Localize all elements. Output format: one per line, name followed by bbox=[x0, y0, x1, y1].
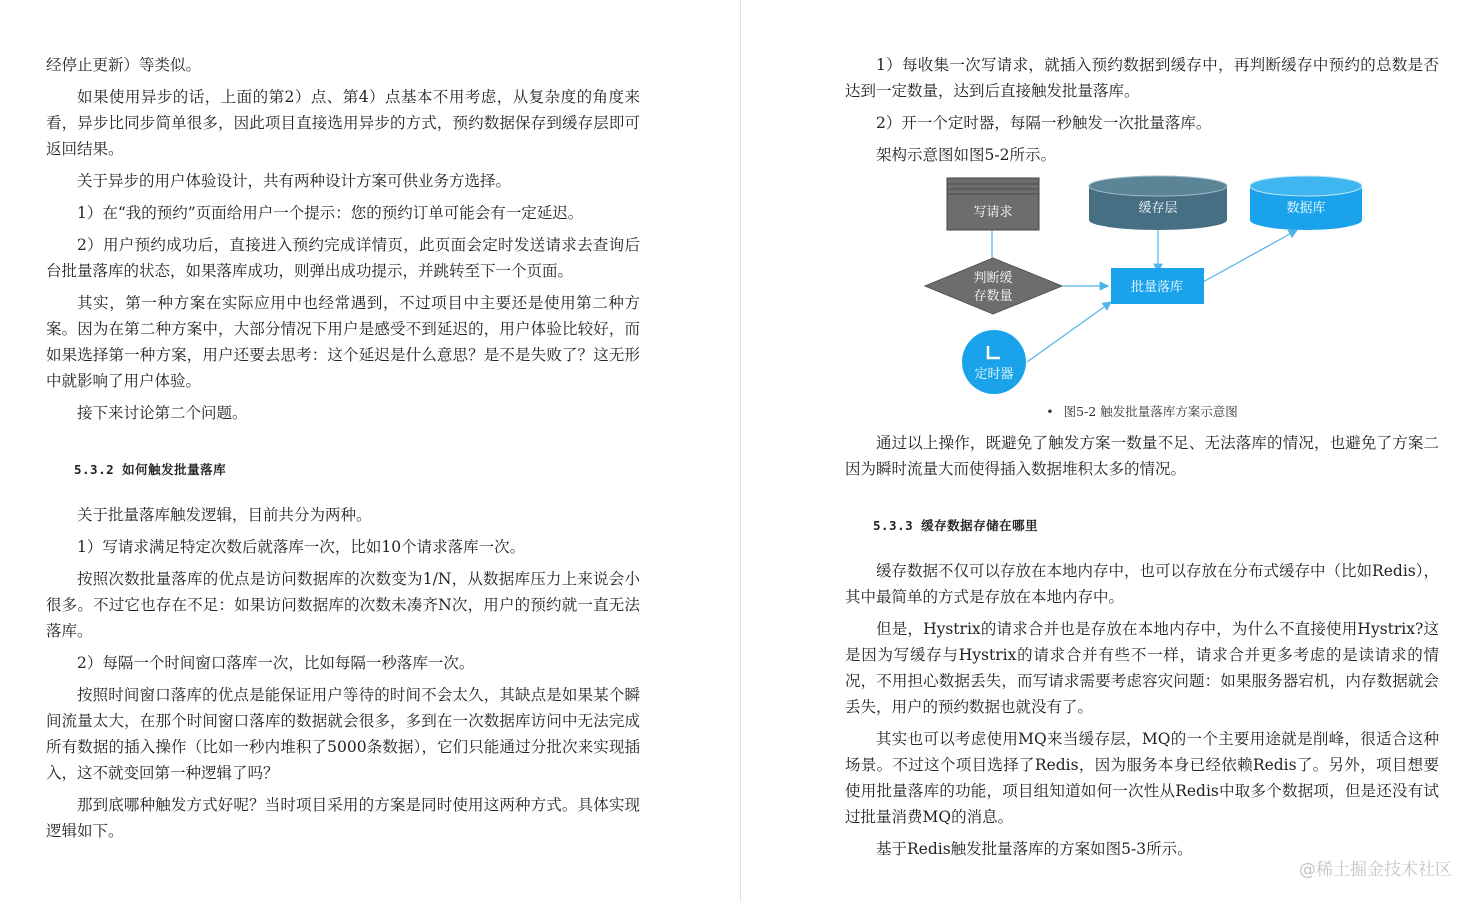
paragraph: 架构示意图如图5-2所示。 bbox=[876, 146, 1056, 164]
paragraph: 但是，Hystrix的请求合并也是存放在本地内存中，为什么不直接使用Hystrix?这是因为写缓存与Hystrix的请求合并有些不一样，请求合并更多考虑的是读请求的情况，不用担心数据丢失，而写请求需要考虑容灾问题：如果服务器宕机，内存数据就会丢失，用户的预约数据也就没有了。 bbox=[845, 620, 1439, 716]
judge-label-line1: 判断缓 bbox=[973, 271, 1013, 286]
timer-node bbox=[962, 330, 1026, 394]
edge-batch-to-database bbox=[1203, 230, 1297, 282]
batch-persist-node bbox=[1111, 268, 1204, 304]
cache-layer-label: 缓存层 bbox=[1138, 201, 1178, 216]
paragraph: 按照时间窗口落库的优点是能保证用户等待的时间不会太久，其缺点是如果某个瞬间流量太大，在那个时间窗口落库的数据就会很多，多到在一次数据库访问中无法完成所有数据的插入操作（比如一秒内堆积了5000条数据），它们只能通过分批次来实现插入，这不就变回第一种逻辑了吗？ bbox=[46, 686, 640, 782]
cache-layer-node bbox=[1089, 176, 1227, 230]
timer-label: 定时器 bbox=[974, 367, 1014, 382]
paragraph: 如果使用异步的话，上面的第2）点、第4）点基本不用考虑，从复杂度的角度来看，异步比同步简单很多，因此项目直接选用异步的方式，预约数据保存到缓存层即可返回结果。 bbox=[46, 88, 640, 158]
paragraph: 那到底哪种触发方式好呢？当时项目采用的方案是同时使用这两种方式。具体实现逻辑如下。 bbox=[46, 796, 640, 840]
right-paragraphs-mid bbox=[845, 430, 1439, 482]
left-paragraphs-bottom bbox=[46, 502, 640, 844]
paragraph: 1）每收集一次写请求，就插入预约数据到缓存中，再判断缓存中预约的总数是否达到一定数量，达到后直接触发批量落库。 bbox=[845, 56, 1439, 100]
database-label: 数据库 bbox=[1286, 201, 1326, 216]
write-request-label: 写请求 bbox=[973, 205, 1013, 220]
judge-cache-count-node bbox=[925, 258, 1062, 314]
paragraph: 通过以上操作，既避免了触发方案一数量不足、无法落库的情况，也避免了方案二因为瞬时流量大而使得插入数据堆积太多的情况。 bbox=[845, 434, 1439, 478]
right-column bbox=[845, 52, 1439, 868]
database-node bbox=[1250, 176, 1362, 230]
paragraph: 2）用户预约成功后，直接进入预约完成详情页，此页面会定时发送请求去查询后台批量落库的状态，如果落库成功，则弹出成功提示，并跳转至下一个页面。 bbox=[46, 236, 640, 280]
section-heading-5-3-2: 5.3.2 如何触发批量落库 bbox=[74, 462, 227, 477]
edge-timer-to-batch bbox=[1027, 302, 1111, 362]
judge-label-line2: 存数量 bbox=[973, 289, 1013, 304]
paragraph: 关于异步的用户体验设计，共有两种设计方案可供业务方选择。 bbox=[77, 172, 512, 190]
paragraph: 1）写请求满足特定次数后就落库一次，比如10个请求落库一次。 bbox=[77, 538, 526, 556]
right-paragraphs-bottom bbox=[845, 558, 1439, 862]
paragraph: 关于批量落库触发逻辑，目前共分为两种。 bbox=[77, 506, 372, 524]
paragraph: 经停止更新）等类似。 bbox=[46, 56, 202, 74]
left-paragraphs-top bbox=[46, 52, 640, 426]
section-heading-5-3-3: 5.3.3 缓存数据存储在哪里 bbox=[873, 518, 1039, 533]
paragraph: 按照次数批量落库的优点是访问数据库的次数变为1/N，从数据库压力上来说会小很多。不过它也存在不足：如果访问数据库的次数未凑齐N次，用户的预约就一直无法落库。 bbox=[46, 570, 640, 640]
paragraph: 其实也可以考虑使用MQ来当缓存层，MQ的一个主要用途就是削峰，很适合这种场景。不过这个项目选择了Redis，因为服务本身已经依赖Redis了。另外，项目想要使用批量落库的功能，项目组知道如何一次性从Redis中取多个数据项，但是还没有试过批量消费MQ的消息。 bbox=[845, 730, 1439, 826]
paragraph: 基于Redis触发批量落库的方案如图5-3所示。 bbox=[876, 840, 1193, 858]
right-page bbox=[744, 0, 1476, 902]
write-request-node bbox=[947, 178, 1039, 230]
paragraph: 2）开一个定时器，每隔一秒触发一次批量落库。 bbox=[876, 114, 1212, 132]
architecture-figure bbox=[845, 174, 1439, 400]
batch-persist-label: 批量落库 bbox=[1130, 280, 1184, 295]
left-column bbox=[46, 52, 640, 850]
caption-bullet: • bbox=[1046, 404, 1054, 419]
paragraph: 缓存数据不仅可以存放在本地内存中，也可以存放在分布式缓存中（比如Redis），其中最简单的方式是存放在本地内存中。 bbox=[845, 562, 1439, 606]
watermark: @稀土掘金技术社区 bbox=[1299, 860, 1452, 880]
paragraph: 其实，第一种方案在实际应用中也经常遇到，不过项目中主要还是使用第二种方案。因为在第二种方案中，大部分情况下用户是感受不到延迟的，用户体验比较好，而如果选择第一种方案，用户还要去思考：这个延迟是什么意思？是不是失败了？这无形中就影响了用户体验。 bbox=[46, 294, 640, 390]
right-paragraphs-top bbox=[845, 52, 1439, 168]
figure-caption bbox=[845, 402, 1439, 420]
paragraph: 接下来讨论第二个问题。 bbox=[77, 404, 248, 422]
architecture-diagram bbox=[845, 174, 1439, 400]
paragraph: 2）每隔一个时间窗口落库一次，比如每隔一秒落库一次。 bbox=[77, 654, 475, 672]
figure-caption-text: 图5-2 触发批量落库方案示意图 bbox=[1063, 404, 1238, 419]
page-divider bbox=[740, 0, 741, 902]
paragraph: 1）在“我的预约”页面给用户一个提示：您的预约订单可能会有一定延迟。 bbox=[77, 204, 584, 222]
